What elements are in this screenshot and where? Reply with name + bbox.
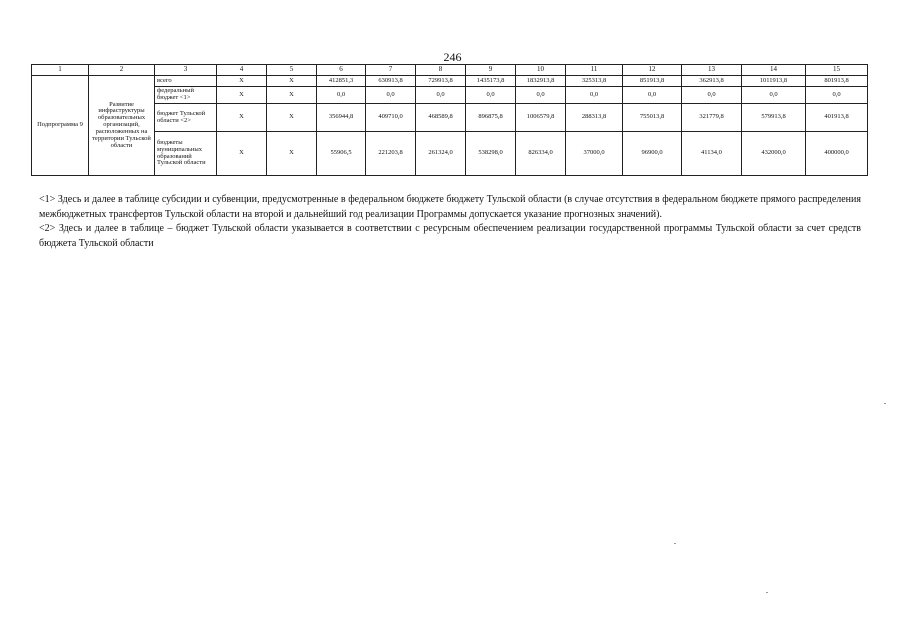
table-row — [32, 104, 868, 132]
page-number: 246 — [443, 50, 462, 64]
cell: X — [217, 132, 267, 176]
value-cell: 630913,8 — [366, 76, 416, 87]
value-cell: 0,0 — [682, 87, 742, 104]
column-number: 4 — [217, 65, 267, 76]
table-row — [32, 76, 868, 87]
value-cell: 412851,3 — [317, 76, 366, 87]
cell: X — [267, 104, 317, 132]
value-cell: 1832913,8 — [516, 76, 566, 87]
value-cell: 538298,0 — [466, 132, 516, 176]
column-number: 14 — [742, 65, 806, 76]
value-cell: 755013,8 — [623, 104, 682, 132]
scan-speck — [674, 543, 676, 544]
value-cell: 409710,0 — [366, 104, 416, 132]
scan-speck — [884, 403, 886, 404]
table-row — [32, 132, 868, 176]
value-cell: 41134,0 — [682, 132, 742, 176]
value-cell: 321779,8 — [682, 104, 742, 132]
source-cell: бюджет Тульской области <2> — [155, 104, 217, 132]
footnotes — [39, 193, 861, 251]
value-cell: 261324,0 — [416, 132, 466, 176]
value-cell: 1011913,8 — [742, 76, 806, 87]
value-cell: 0,0 — [566, 87, 623, 104]
footnote: <1> Здесь и далее в таблице субсидии и субвенции, предусмотренные в федеральном бюджете бюджету Тульской области (в случае отсутствия в федеральном бюджете прямого распределения межбюджетных трансфертов Тульской области на второй и дальнейший год реализации Программы допускается указание прогнозных значений). — [39, 194, 861, 220]
cell: X — [267, 87, 317, 104]
table-row — [32, 87, 868, 104]
value-cell: 55906,5 — [317, 132, 366, 176]
value-cell: 0,0 — [416, 87, 466, 104]
source-cell: всего — [155, 76, 217, 87]
value-cell: 0,0 — [516, 87, 566, 104]
value-cell: 401913,8 — [806, 104, 868, 132]
value-cell: 0,0 — [317, 87, 366, 104]
cell: X — [217, 76, 267, 87]
column-number: 8 — [416, 65, 466, 76]
budget-table — [31, 64, 868, 176]
value-cell: 356944,8 — [317, 104, 366, 132]
value-cell: 851913,8 — [623, 76, 682, 87]
column-number: 6 — [317, 65, 366, 76]
value-cell: 221203,8 — [366, 132, 416, 176]
value-cell: 896875,8 — [466, 104, 516, 132]
column-number: 13 — [682, 65, 742, 76]
value-cell: 579913,8 — [742, 104, 806, 132]
footnote: <2> Здесь и далее в таблице – бюджет Тульской области указывается в соответствии с ресурсным обеспечением реализации государственной программы Тульской области за счет средств бюджета Тульской области — [39, 223, 861, 249]
column-number: 11 — [566, 65, 623, 76]
value-cell: 468589,8 — [416, 104, 466, 132]
value-cell: 325313,8 — [566, 76, 623, 87]
cell: X — [267, 76, 317, 87]
value-cell: 432000,0 — [742, 132, 806, 176]
value-cell: 0,0 — [366, 87, 416, 104]
column-number: 12 — [623, 65, 682, 76]
column-number: 1 — [32, 65, 89, 76]
value-cell: 96900,0 — [623, 132, 682, 176]
value-cell: 288313,8 — [566, 104, 623, 132]
column-number: 9 — [466, 65, 516, 76]
column-number: 5 — [267, 65, 317, 76]
value-cell: 801913,8 — [806, 76, 868, 87]
value-cell: 826334,0 — [516, 132, 566, 176]
value-cell: 400000,0 — [806, 132, 868, 176]
cell: X — [267, 132, 317, 176]
value-cell: 0,0 — [806, 87, 868, 104]
column-number: 7 — [366, 65, 416, 76]
value-cell: 0,0 — [466, 87, 516, 104]
source-cell: бюджеты муниципальных образований Тульской области — [155, 132, 217, 176]
value-cell: 729913,8 — [416, 76, 466, 87]
value-cell: 0,0 — [742, 87, 806, 104]
source-cell: федеральный бюджет <1> — [155, 87, 217, 104]
column-number: 10 — [516, 65, 566, 76]
value-cell: 362913,8 — [682, 76, 742, 87]
column-number-row — [32, 65, 868, 76]
value-cell: 37000,0 — [566, 132, 623, 176]
value-cell: 1435173,8 — [466, 76, 516, 87]
scan-speck — [766, 592, 768, 593]
column-number: 3 — [155, 65, 217, 76]
description-cell: Развитие инфраструктуры образовательных организаций, расположенных на территории Тульской области — [89, 76, 155, 176]
subprogram-cell: Подпрограмма 9 — [32, 76, 89, 176]
value-cell: 1006579,8 — [516, 104, 566, 132]
cell: X — [217, 87, 267, 104]
column-number: 2 — [89, 65, 155, 76]
cell: X — [217, 104, 267, 132]
column-number: 15 — [806, 65, 868, 76]
value-cell: 0,0 — [623, 87, 682, 104]
